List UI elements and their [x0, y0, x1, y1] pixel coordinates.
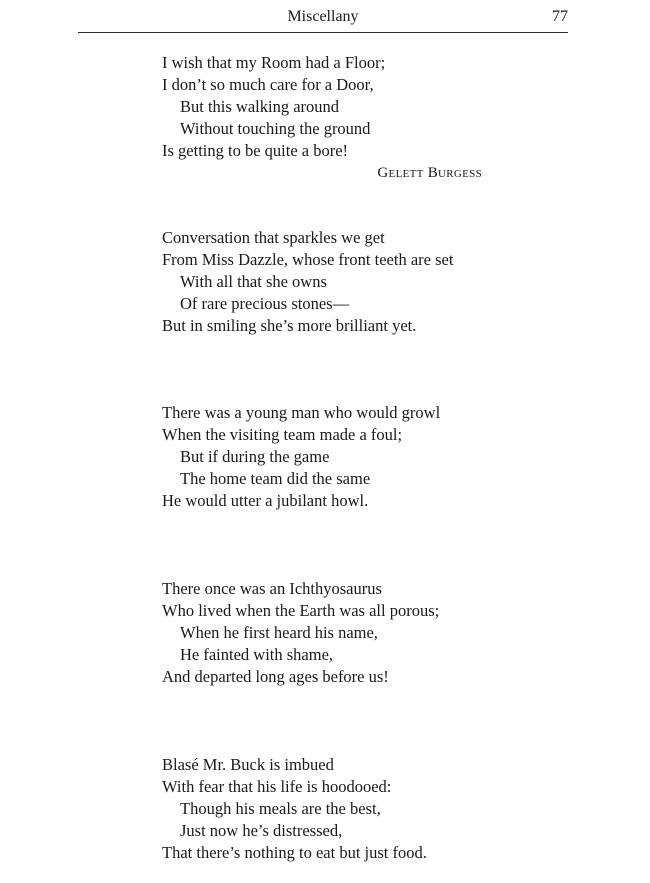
poem-line: Just now he’s distressed, [180, 821, 343, 840]
poem-line: When he first heard his name, [180, 623, 378, 642]
running-title: Miscellany [287, 8, 359, 25]
poem-line: With all that she owns [180, 272, 327, 291]
poem-line: When the visiting team made a foul; [162, 425, 403, 444]
poem-line: I don’t so much care for a Door, [162, 75, 374, 94]
poem-line: He fainted with shame, [180, 645, 334, 664]
limerick-4 [162, 578, 492, 688]
poem-line: With fear that his life is hoodooed: [162, 777, 392, 796]
poem-line: Though his meals are the best, [180, 799, 381, 818]
poem-attribution: Gelett Burgess [377, 165, 482, 181]
limerick-2 [162, 227, 492, 337]
poem-line: But in smiling she’s more brilliant yet. [162, 316, 417, 335]
limerick-3 [162, 402, 492, 512]
poem-line: That there’s nothing to eat but just food. [162, 843, 427, 862]
running-header [78, 6, 568, 33]
poem-line: The home team did the same [180, 469, 371, 488]
limerick-1 [162, 52, 492, 184]
limerick-5 [162, 754, 492, 864]
poem-line: He would utter a jubilant howl. [162, 491, 369, 510]
poem-line: And departed long ages before us! [162, 667, 389, 686]
poem-line: Is getting to be quite a bore! [162, 141, 349, 160]
poem-line: From Miss Dazzle, whose front teeth are set [162, 250, 454, 269]
poem-line: Blasé Mr. Buck is imbued [162, 755, 334, 774]
poem-line: Conversation that sparkles we get [162, 228, 385, 247]
page-number: 77 [552, 8, 568, 25]
poem-line: There was a young man who would growl [162, 403, 441, 422]
poem-line: Without touching the ground [180, 119, 371, 138]
poem-line: Of rare precious stones— [180, 294, 350, 313]
poem-line: But this walking around [180, 97, 340, 116]
poem-line: Who lived when the Earth was all porous; [162, 601, 440, 620]
poem-line: But if during the game [180, 447, 330, 466]
poem-line: There once was an Ichthyosaurus [162, 579, 382, 598]
poem-line: I wish that my Room had a Floor; [162, 53, 386, 72]
